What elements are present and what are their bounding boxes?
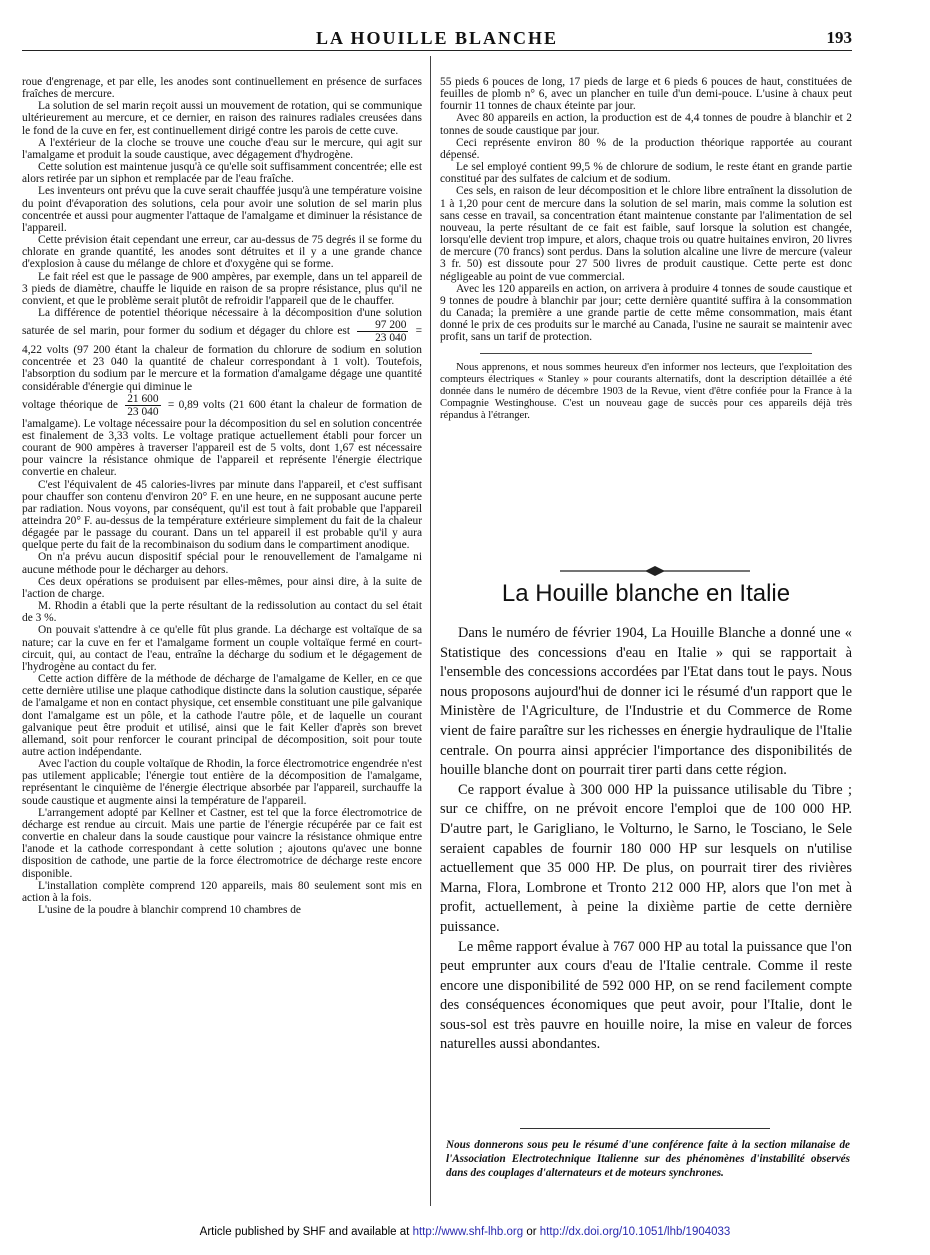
paragraph: Ce rapport évalue à 300 000 HP la puissance utilisable du Tibre ; sur ce chiffre, on ne prévoit encore l'emploi que de 100 000 HP. D'autre part, le Garigliano, le Volturno, le Sarno, le Tosciano, le Sele seraient capables de fournir 180 000 HP sur lesquels on n'utilise actuellement que 35 000 HP. De plus, on pourrait tirer des rivières Marna, Flora, Lombrone et Tronto 212 000 HP, alors que l'on met à profit, actuellement, à peine la dixième partie de cette dernière puissance. — [440, 781, 852, 935]
fraction — [125, 393, 160, 418]
paragraph: Dans le numéro de février 1904, La Houille Blanche a donné une « Statistique des concessions d'eau en Italie » qui se rapportait à l'ensemble des concessions accordées par l'Etat dans tout le pays. Nous nous proposons aujourd'hui de donner ici le résumé d'un rapport que le Ministère de l'Agriculture, de l'Industrie et du Commerce de Rome vient de faire paraître sur les richesses en énergie hydraulique de l'Italie centrale. On pourra ainsi apprécier l'importance des disponibilités de houille blanche dont on pourrait tirer parti dans cette région. — [440, 625, 852, 779]
paragraph: L'arrangement adopté par Kellner et Castner, est tel que la force électromotrice de décharge est rendue au circuit. Mais une partie de l'énergie récupérée par ce fait est convertie en chaleur dans la soude caustique pour vaincre la résistance ohmique entre l'anode et la cathode correspondant à cette solution ; ajoutons qu'avec une bonne disposition de cathode, une partie de la force électromotrice de décharge reste encore disponible. — [22, 806, 422, 880]
column-divider — [430, 56, 431, 1206]
footer-or: or — [526, 1226, 537, 1238]
article-body — [440, 624, 852, 1055]
journal-title: LA HOUILLE BLANCHE — [315, 28, 559, 48]
fraction-numerator: 21 600 — [127, 392, 159, 405]
paragraph: M. Rhodin a établi que la perte résultant de la redissolution au contact du sel était de 3 %. — [22, 600, 422, 625]
paragraph: Avec les 120 appareils en action, on arrivera à produire 4 tonnes de soude caustique et 9 tonnes de poudre à blanchir par jour; cette dernière quantité suffira à la consommation du Canada; la première a une grande partie de cette même consommation, mais étant donné le prix de ces produits sur le marché au Canada, l'usine ne saurait se maintenir avec profit, sans un tarif de protection. — [440, 282, 852, 344]
paragraph: Le fait réel est que le passage de 900 ampères, par exemple, dans un tel appareil de 3 pieds de diamètre, chauffe le liquide en raison de sa propre résistance, plus qu'il ne convient, et que le problème serait plutôt de refroidir l'appareil que de le chauffer. — [22, 270, 422, 307]
footer-link-doi[interactable]: http://dx.doi.org/10.1051/lhb/1904033 — [539, 1226, 731, 1238]
equation-paragraph-1 — [22, 307, 422, 393]
paragraph: Avec 80 appareils en action, la production est de 4,4 tonnes de poudre à blanchir et 2 tonnes de soude caustique par jour. — [440, 112, 852, 137]
paragraph: Les inventeurs ont prévu que la cuve serait chauffée jusqu'à une température voisine du point d'évaporation des solutions, cela pour avoir une solution de sel marin plus concentrée et aussi pour augmenter l'attaque de l'amalgame et diminuer la résistance de l'appareil. — [22, 185, 422, 234]
paragraph: Cette action diffère de la méthode de décharge de l'amalgame de Keller, en ce que cette dernière utilise une plaque cathodique distincte dans la solution caustique, séparée de l'amalgame et non en contact physique, cet ensemble constituant une pile galvanique dont l'amalgame est un pôle, et la cathode l'autre pôle, et de laquelle un courant galvanique peut être produit et utilisé, ainsi que le fait Keller d'après son brevet allemand, soit pour renforcer le courant principal de décomposition, soit pour toute autre action indépendante. — [22, 673, 422, 758]
fraction-denominator: 23 040 — [127, 405, 159, 418]
left-column — [22, 76, 422, 916]
ornament-divider — [560, 566, 750, 576]
page-header — [22, 24, 852, 51]
paragraph: Le même rapport évalue à 767 000 HP au total la puissance que l'on peut emprunter aux cours d'eau de l'Italie centrale. Comme il reste encore une disponibilité de 592 000 HP, on se rend facilement compte des conséquences économiques que peut avoir, pour l'Italie, dont le sous-sol est très pauvre en houille noire, la mise en valeur de forces naturelles aussi abondantes. — [440, 938, 852, 1053]
paragraph: L'usine de la poudre à blanchir comprend 10 chambres de — [38, 904, 301, 916]
paragraph: La solution de sel marin reçoit aussi un mouvement de rotation, qui se communique ultérieurement au mercure, et ce dernier, en raison des rainures radiales creusées dans le fond de la cuve en fer, est continuellement dirigé contre les parois de cette cuve. — [22, 100, 422, 137]
paragraph: A l'extérieur de la cloche se trouve une couche d'eau sur le mercure, qui agit sur l'amalgame et produit la soude caustique, avec dégagement d'hydrogène. — [22, 136, 422, 161]
paragraph: Le sel employé contient 99,5 % de chlorure de sodium, le reste étant en grande partie constitué par des sulfates de calcium et de sodium. — [440, 161, 852, 186]
equation-intro: voltage théorique de — [22, 398, 118, 411]
paragraph: 55 pieds 6 pouces de long, 17 pieds de large et 6 pieds 6 pouces de haut, constituées de feuilles de plomb n° 6, avec un plancher en tuile d'un demi-pouce. L'usine à chaux peut fournir 11 tonnes de chaux éteinte par jour. — [440, 76, 852, 113]
equation-paragraph-2 — [22, 393, 422, 479]
paragraph: Cette solution est maintenue jusqu'à ce qu'elle soit suffisamment concentrée; elle est alors retirée par un siphon et remplacée par de l'eau fraîche. — [22, 161, 422, 186]
fraction-denominator: 23 040 — [375, 332, 407, 345]
paragraph: Avec l'action du couple voltaïque de Rhodin, la force électromotrice engendrée n'est pas utilement applicable; l'énergie tout entière de la décomposition de l'amalgame, représentant le cinquième de l'énergie électrique absorbée par l'appareil, surchauffe la soude caustique et augmente ainsi la température de l'appareil. — [22, 758, 422, 807]
paragraph: Ceci représente environ 80 % de la production théorique rapportée au courant dépensé. — [440, 136, 852, 161]
paragraph: Cette prévision était cependant une erreur, car au-dessus de 75 degrés il se forme du chlorate en grande quantité, les anodes sont détruites et il y a une grande chance d'explosion à cause du mélange de chlore et d'oxygène qui se forme. — [22, 234, 422, 271]
paragraph: Ces sels, en raison de leur décomposition et le chlore libre entraînent la dissolution de 1 à 1,20 pour cent de mercure dans la solution de sel marin, mais comme la solution est sans cesse en travail, sa concentration étant maintenue constante par l'alimentation de sel nouveau, la perte résultant de ce fait est faible, sauf lorsque la solution est changée, lorsqu'elle devient trop impure, et alors, chaque trois ou quatre huitaines environ, 20 livres de mercure (70 francs) sont perdus. Dans la solution alcaline une livre de mercure (valeur 3 fr. 50) est dissoute pour 27 500 livres de produit caustique. Cette perte est donc négligeable au point de vue commercial. — [440, 185, 853, 283]
separator-rule — [480, 353, 812, 354]
right-column — [440, 76, 852, 422]
separator-rule — [520, 1128, 770, 1129]
editorial-note: Nous donnerons sous peu le résumé d'une conférence faite à la section milanaise de l'Association Electrotechnique Italienne sur des phénomènes d'instabilité observés dans des couplages d'alternateurs et de moteurs synchrones. — [446, 1139, 850, 1179]
paragraph: Ces deux opérations se produisent par elles-mêmes, pour ainsi dire, à la suite de l'action de charge. — [22, 575, 422, 600]
fraction-numerator: 97 200 — [357, 319, 408, 332]
footer-link-shf[interactable]: http://www.shf-lhb.org — [412, 1226, 524, 1238]
footer — [0, 1226, 930, 1238]
section-title: La Houille blanche en Italie — [501, 580, 791, 607]
equation-intro: La différence de potentiel théorique nécessaire à la décomposition d'une solution saturée de sel marin, pour former du sodium et dégager du chlore est — [22, 306, 422, 338]
paragraph: On pouvait s'attendre à ce qu'elle fût plus grande. La décharge est voltaïque de sa nature; car la cuve en fer et l'amalgame forment un couple voltaïque fermé en court-circuit, qui, au contact de l'eau, entraîne la décharge du sodium et le dégagement de l'hydrogène au contact du fer. — [22, 624, 422, 673]
paragraph: roue d'engrenage, et par elle, les anodes sont continuellement en présence de surfaces fraîches de mercure. — [22, 76, 422, 101]
paragraph: C'est l'équivalent de 45 calories-livres par minute dans l'appareil, et c'est suffisant pour chauffer son contenu d'environ 20° F. en une heure, en ne supposant aucune perte par radiation. Nous voyons, par conséquent, qu'il est tout à fait probable que l'appareil atteindra 20° F. au-dessus de la température extérieure simplement du fait de la chaleur dégagée par le passage du courant. Dans un tel appareil il est probable qu'il y aura quelque perte du fait de la recombinaison du sodium dans le compartiment anodique. — [22, 478, 422, 552]
footer-prefix: Article published by SHF and available at — [199, 1226, 410, 1238]
fraction — [357, 319, 408, 344]
notice-paragraph: Nous apprenons, et nous sommes heureux d'en informer nos lecteurs, que l'exploitation des compteurs électriques « Stanley » pour courants alternatifs, dont la description détaillée a été donnée dans le numéro de décembre 1903 de la Revue, vient d'être confiée pour la France à la Compagnie Westinghouse. C'est un nouveau gage de succès pour ces appareils déjà très répandus à l'étranger. — [440, 362, 852, 422]
equation-text: = 4,22 volts (97 200 étant la chaleur de formation du chlorure de sodium en solution concentrée et 23 040 la quantité de chaleur correspondant à 1 volt). Toutefois, l'absorption du sodium par le mercure et la formation d'amalgame dégage une quantité considérable d'énergie qui diminue le — [22, 325, 422, 393]
paragraph: On n'a prévu aucun dispositif spécial pour le renouvellement de l'amalgame ni aucune méthode pour le décharger au dehors. — [22, 551, 422, 576]
paragraph: L'installation complète comprend 120 appareils, mais 80 seulement sont mis en action à la fois. — [22, 879, 422, 904]
page-number: 193 — [826, 28, 852, 47]
equation-text: = 0,89 volts (21 600 étant la chaleur de formation de l'amalgame). Le voltage nécessaire pour la décomposition du sel en solution concentrée est finalement de 3,33 volts. Le voltage pratique actuellement établi pour forcer un courant de 900 ampères à traverser l'appareil est de 5 volts, dont 1,67 est nécessaire pour vaincre la résistance ohmique de l'appareil et représente l'énergie électrique convertie en chaleur. — [22, 398, 422, 479]
